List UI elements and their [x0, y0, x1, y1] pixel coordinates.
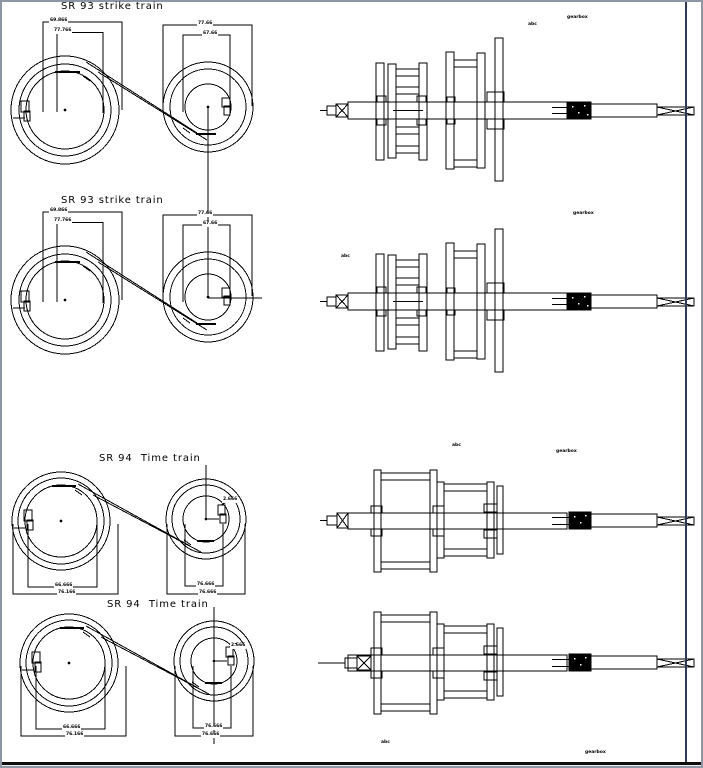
- sr94-gear-view-1: [12, 465, 246, 594]
- gearbox-label: gearbox: [585, 750, 606, 755]
- dim-label: 77.766: [54, 28, 72, 33]
- sr94-gear-view-2: [20, 607, 254, 736]
- gearbox-label: gearbox: [567, 15, 588, 20]
- section-title: SR 93 strike train: [61, 195, 164, 206]
- arbor-label: abc: [452, 443, 461, 448]
- sr93-arbor-view-1: [320, 38, 694, 181]
- sheet-bottom-rule: [0, 762, 703, 765]
- sr94-arbor-view-2: [348, 612, 694, 714]
- dim-label: 69.866: [50, 208, 68, 213]
- section-title: SR 93 strike train: [61, 1, 164, 12]
- sr94-arbor-view-1: [348, 470, 694, 572]
- arbor-label: abc: [341, 254, 350, 259]
- pinion-label: 2.666: [231, 643, 246, 648]
- gearbox-label: gearbox: [556, 449, 577, 454]
- dim-label: 69.866: [50, 18, 68, 23]
- dim-label: 66.666: [63, 725, 81, 730]
- dim-label: 67.66: [203, 31, 218, 36]
- sr93-gear-view-1: [11, 22, 253, 164]
- dim-label: 76.166: [58, 590, 76, 595]
- sr93-arbor-view-2: [320, 229, 694, 372]
- dim-label: 77.66: [198, 211, 213, 216]
- dim-label: 76.666: [199, 590, 217, 595]
- dim-label: 76.166: [66, 732, 84, 737]
- dim-label: 76.666: [197, 582, 215, 587]
- sr93-gear-view-2: [11, 212, 253, 354]
- sr94-arbor-left-pivot-1: [320, 513, 348, 528]
- dim-label: 66.666: [55, 583, 73, 588]
- arbor-label: abc: [528, 22, 537, 27]
- arbor-label: abc: [381, 740, 390, 745]
- dim-label: 76.666: [205, 724, 223, 729]
- dim-label: 77.766: [54, 218, 72, 223]
- sr93-center-lines: [208, 107, 262, 298]
- dim-label: 76.666: [202, 732, 220, 737]
- section-title: SR 94 Time train: [99, 453, 201, 464]
- dim-label: 77.66: [198, 21, 213, 26]
- window-frame: [1, 1, 702, 767]
- section-title: SR 94 Time train: [107, 599, 209, 610]
- pinion-label: 2.666: [223, 497, 238, 502]
- gearbox-label: gearbox: [573, 211, 594, 216]
- dim-label: 67.66: [203, 221, 218, 226]
- sr94-arbor-left-pivot-2: [318, 656, 371, 670]
